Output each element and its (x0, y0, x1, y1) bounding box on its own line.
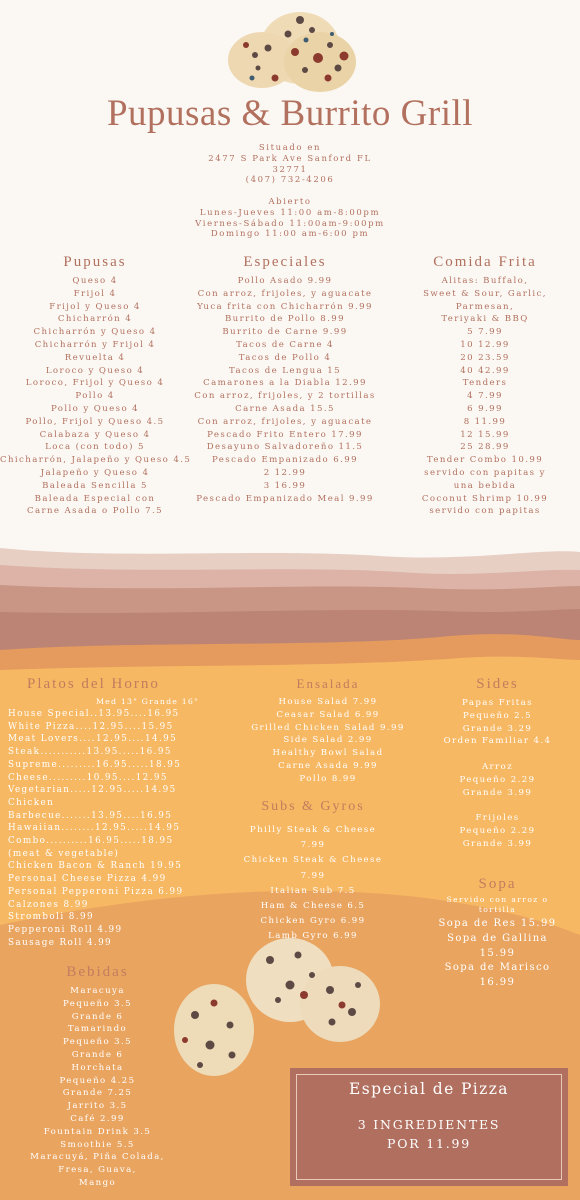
section-title: Comida Frita (433, 254, 537, 270)
menu-item: Papas Fritas (462, 698, 533, 708)
menu-item: House Salad 7.99 (278, 697, 378, 707)
menu-item: Desayuno Salvadoreño 11.5 (206, 442, 364, 453)
menu-item: 7.99 (300, 870, 326, 881)
section-title: Sopa (478, 876, 517, 892)
menu-item: Loroco, Frijol y Queso 4 (25, 378, 165, 389)
address-line-1: 2477 S Park Ave Sanford FL (208, 153, 372, 164)
pizza-sizes: Med 13" Grande 16" (96, 697, 199, 706)
location-label: Situado en (258, 143, 322, 153)
section-title: Bebidas (66, 964, 129, 980)
menu-item: Pollo 4 (75, 391, 115, 402)
menu-item: Arroz (481, 761, 514, 772)
menu-item: Pollo 8.99 (299, 773, 357, 784)
hours-label: Abierto (268, 197, 312, 207)
section-title: Subs & Gyros (261, 799, 365, 814)
menu-item: Carne Asada 9.99 (278, 760, 378, 771)
hours-line: Lunes-Jueves 11:00 am-8:00pm (199, 207, 381, 218)
menu-item: 20 23.59 (460, 352, 510, 363)
especiales-section (185, 254, 385, 505)
menu-item: Fountain Drink 3.5 (43, 1126, 152, 1137)
menu-item: Personal Pepperoni Pizza 6.99 (8, 886, 184, 897)
menu-item: 8 11.99 (463, 416, 507, 427)
menu-item: (meat & vegetable) (8, 848, 120, 859)
menu-item: Queso 4 (72, 276, 118, 286)
menu-item: Chicharrón y Queso 4 (33, 327, 157, 338)
menu-item: Jalapeño y Queso 4 (40, 467, 150, 478)
menu-item: Teriyaki & BBQ (441, 314, 529, 325)
menu-item: Yuca frita con Chicharrón 9.99 (197, 301, 373, 312)
menu-item: Grande 6 (71, 1049, 124, 1060)
menu-item: Sopa de Res 15.99 (438, 918, 557, 929)
menu-item: Baleada Especial con (34, 493, 156, 504)
menu-item: Calzones 8.99 (8, 899, 89, 910)
menu-item: Chicharrón 4 (57, 314, 133, 325)
menu-item: Pequeño 2.29 (459, 774, 536, 785)
hours-line: Viernes-Sábado 11:00am-9:00pm (195, 218, 385, 229)
menu-item: Maracuya (70, 986, 125, 996)
menu-item: Pequeño 3.5 (62, 998, 133, 1009)
menu-item: Baleada Sencilla 5 (42, 480, 148, 491)
platos-del-horno-section (8, 676, 199, 949)
menu-item: Pescado Empanizado Meal 9.99 (196, 493, 374, 504)
menu-item: Grande 3.29 (462, 723, 533, 734)
menu-item: Con arroz, frijoles, y aguacate (197, 288, 373, 299)
menu-item: 40 42.99 (460, 365, 510, 376)
bebidas-section (0, 964, 195, 1190)
menu-item: servido con papitas (429, 506, 541, 517)
hours-line: Domingo 11:00 am-6:00 pm (210, 229, 370, 240)
menu-item: Chicken Steak & Cheese (243, 855, 383, 866)
menu-item: Pepperoni Roll 4.99 (8, 924, 123, 935)
menu-item: Con arroz, frijoles, y aguacate (197, 416, 373, 427)
menu-item: Pollo Asado 9.99 (237, 276, 333, 286)
menu-item: Frijol y Queso 4 (49, 301, 141, 312)
menu-item: Grande 7.25 (62, 1088, 133, 1099)
menu-item: Tacos de Lengua 15 (229, 365, 341, 376)
menu-item: Pequeño 2.5 (462, 710, 533, 721)
menu-item: Frijoles (475, 813, 520, 824)
menu-item: Pequeño 3.5 (62, 1037, 133, 1048)
section-title: Platos del Horno (27, 676, 160, 692)
menu-item: Pescado Empanizado 6.99 (212, 455, 358, 466)
menu-item: Lamb Gyro 6.99 (268, 931, 358, 942)
menu-item: Grande 3.99 (462, 838, 533, 849)
menu-item: Orden Familiar 4.4 (443, 736, 552, 747)
ensalada-section (228, 676, 428, 786)
menu-item: Barbecue.......13.95....16.95 (8, 810, 173, 821)
menu-item: Vegetarian.....12.95.....14.95 (8, 785, 177, 796)
menu-item: Grilled Chicken Salad 9.99 (251, 722, 405, 733)
phone-number: (407) 732-4206 (245, 175, 335, 186)
menu-item: Smoothie 5.5 (60, 1139, 135, 1150)
menu-item: Pequeño 2.29 (459, 825, 536, 836)
menu-item: Carne Asada 15.5 (235, 403, 335, 414)
menu-item: Combo..........16.95.....18.95 (8, 836, 174, 847)
menu-item: Loroco y Queso 4 (45, 365, 145, 376)
pizza-special-line-1: 3 INGREDIENTES (357, 1117, 501, 1132)
comida-frita-section (395, 254, 575, 518)
menu-item: Steak...........13.95.....16.95 (8, 747, 172, 758)
menu-item: Grande 3.99 (462, 787, 533, 798)
menu-item: Coconut Shrimp 10.99 (421, 493, 549, 504)
menu-item: Sausage Roll 4.99 (8, 937, 113, 948)
menu-item: Café 2.99 (70, 1113, 125, 1124)
menu-item: Burrito de Pollo 8.99 (224, 314, 346, 325)
menu-item: 7.99 (300, 840, 326, 851)
section-title: Pupusas (63, 254, 127, 270)
sides-section (420, 676, 575, 851)
pizza-special-line-2: POR 11.99 (386, 1136, 472, 1151)
section-title: Especiales (243, 254, 327, 270)
menu-item: 4 7.99 (467, 391, 503, 402)
menu-item: 10 12.99 (460, 339, 510, 350)
menu-item: Maracuyá, Piña Colada, (30, 1152, 165, 1163)
menu-item: Tamarindo (67, 1024, 128, 1035)
restaurant-name: Pupusas & Burrito Grill (106, 93, 474, 134)
menu-item: Parmesan, (455, 301, 515, 312)
menu-item: Chicken Gyro 6.99 (260, 916, 366, 927)
menu-item: Calabaza y Queso 4 (39, 429, 151, 440)
menu-item: Pescado Frito Entero 17.99 (207, 429, 363, 440)
menu-item: Tacos de Carne 4 (236, 339, 334, 350)
menu-item: Loca (con todo) 5 (45, 442, 145, 453)
menu-item: Grande 6 (71, 1011, 124, 1022)
menu-item: Burrito de Carne 9.99 (222, 327, 348, 338)
menu-item: Chicharrón, Jalapeño y Queso 4.5 (0, 455, 192, 466)
menu-item: Chicharrón y Frijol 4 (34, 339, 156, 350)
opening-hours (0, 197, 580, 240)
menu-item: Ham & Cheese 6.5 (260, 901, 366, 912)
menu-item: Carne Asada o Pollo 7.5 (26, 506, 164, 517)
menu-item: Revuelta 4 (64, 352, 126, 363)
menu-item: White Pizza....12.95....15.95 (8, 721, 174, 732)
menu-item: una bebida (453, 480, 517, 491)
menu-item: Camarones a la Diabla 12.99 (203, 378, 367, 389)
menu-item: servido con papitas y (424, 467, 546, 478)
menu-item: 12 15.99 (460, 429, 510, 440)
section-title: Sides (476, 676, 519, 692)
menu-item: House Special..13.95....16.95 (8, 709, 180, 719)
menu-item: 5 7.99 (467, 327, 503, 338)
menu-item: 25 28.99 (460, 442, 510, 453)
menu-item: Tacos de Pollo 4 (238, 352, 332, 363)
menu-item: Healthy Bowl Salad (272, 748, 384, 759)
menu-item: Sopa de Gallina (447, 932, 548, 944)
menu-item: 15.99 (479, 947, 516, 959)
menu-item: Alitas: Buffalo, (441, 276, 529, 286)
menu-item: Ceasar Salad 6.99 (276, 709, 380, 720)
menu-item: Tender Combo 10.99 (426, 455, 544, 466)
menu-item: Fresa, Guava, (58, 1165, 137, 1176)
menu-item: 16.99 (479, 977, 516, 989)
pizza-special-box (290, 1068, 568, 1186)
section-title: Ensalada (296, 676, 360, 691)
menu-item: Pequeño 4.25 (59, 1075, 136, 1086)
menu-item: Pollo y Queso 4 (50, 403, 140, 414)
address-line-2: 32771 (272, 164, 308, 175)
menu-item: 3 16.99 (263, 480, 307, 491)
menu-item: Sopa de Marisco (444, 962, 551, 974)
pupusas-section (0, 254, 190, 518)
menu-item: 2 12.99 (263, 467, 307, 478)
menu-item: Con arroz, frijoles, y 2 tortillas (194, 391, 376, 402)
menu-item: 6 9.99 (467, 403, 503, 414)
sopa-note: Servido con arroz o tortilla (446, 895, 549, 914)
menu-item: Chicken Bacon & Ranch 19.95 (8, 861, 183, 872)
menu-item: Supreme.........16.95.....18.95 (8, 759, 182, 770)
menu-item: Chicken (8, 797, 55, 808)
menu-item: Side Salad 2.99 (283, 735, 373, 746)
menu-item: Italian Sub 7.5 (270, 885, 356, 896)
menu-item: Mango (78, 1177, 117, 1188)
menu-item (420, 748, 575, 761)
menu-item: Cheese.........10.95....12.95 (8, 772, 168, 783)
menu-item: Personal Cheese Pizza 4.99 (8, 874, 167, 885)
contact-info (0, 143, 580, 186)
menu-item: Sweet & Sour, Garlic, (423, 288, 547, 299)
menu-item (420, 799, 575, 812)
menu-item: Tenders (462, 378, 508, 389)
menu-item: Hawaiian........12.95.....14.95 (8, 823, 181, 834)
menu-item: Meat Lovers....12.95....14.95 (8, 734, 178, 745)
menu-item: Horchata (71, 1062, 124, 1073)
subs-gyros-section (213, 799, 413, 945)
menu-item: Pollo, Frijol y Queso 4.5 (25, 416, 165, 427)
menu-item: Philly Steak & Cheese (249, 825, 377, 835)
menu-item: Frijol 4 (73, 288, 117, 299)
sopa-section (420, 876, 575, 991)
pizza-special-title: Especial de Pizza (349, 1080, 509, 1098)
menu-item: Jarrito 3.5 (67, 1101, 128, 1112)
menu-item: Stromboli 8.99 (8, 912, 94, 923)
